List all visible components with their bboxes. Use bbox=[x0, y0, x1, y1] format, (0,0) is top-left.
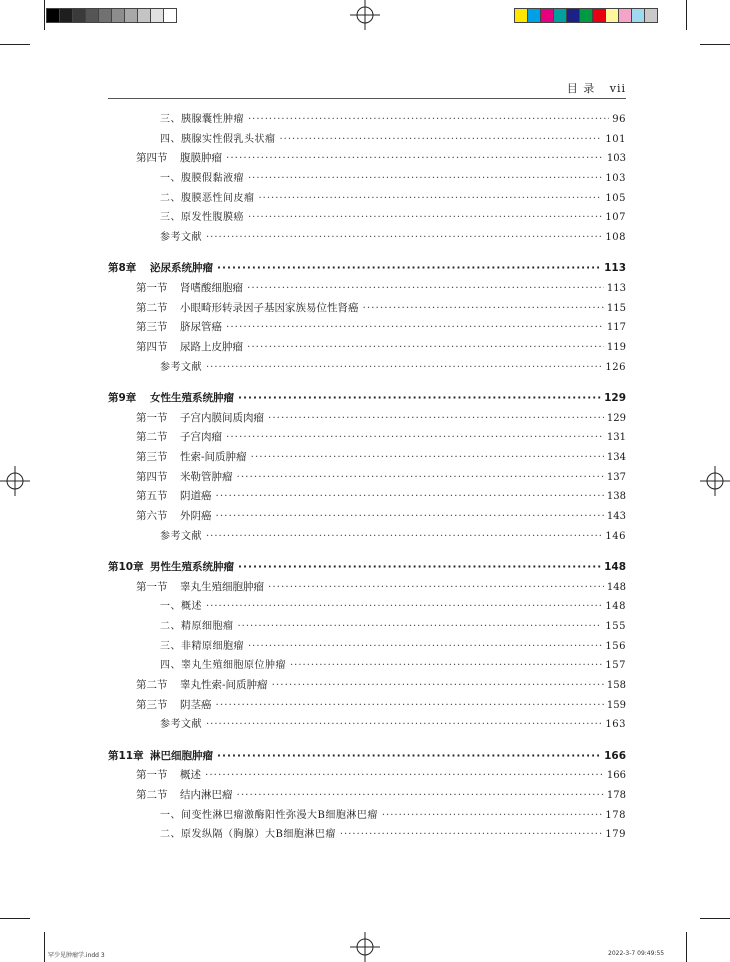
color-swatch bbox=[46, 8, 60, 23]
toc-subsection-row[interactable] bbox=[108, 530, 626, 543]
toc-chapter-row[interactable] bbox=[108, 262, 626, 275]
toc-entry-title bbox=[160, 361, 206, 374]
toc-entry-title bbox=[136, 679, 272, 692]
dot-leader bbox=[238, 392, 601, 405]
toc-entry-number: 第二节 bbox=[136, 788, 168, 801]
color-swatch bbox=[137, 8, 151, 23]
toc-entry-label: 一、腹膜假黏液瘤 bbox=[160, 172, 244, 184]
toc-page-number: 113 bbox=[606, 282, 626, 294]
crop-mark bbox=[0, 44, 30, 45]
toc-entry-label: 二、原发纵隔（胸腺）大B细胞淋巴瘤 bbox=[160, 829, 336, 841]
toc-section-row[interactable] bbox=[108, 412, 626, 425]
color-swatch bbox=[150, 8, 164, 23]
toc-entry-title bbox=[160, 620, 238, 633]
toc-entry-label: 阴道癌 bbox=[180, 490, 212, 503]
crop-mark bbox=[44, 932, 45, 962]
toc-page-number: 179 bbox=[605, 829, 626, 841]
color-swatch bbox=[618, 8, 632, 23]
toc-page-number: 159 bbox=[606, 699, 626, 711]
toc-entry-label: 三、胰腺囊性肿瘤 bbox=[160, 114, 244, 125]
toc-entry-title bbox=[136, 412, 268, 425]
toc-section-row[interactable] bbox=[108, 302, 626, 315]
toc-entry-title bbox=[136, 769, 205, 782]
toc-entry-label: 四、胰腺实性假乳头状瘤 bbox=[160, 133, 276, 145]
toc-entry-label: 二、腹膜恶性间皮瘤 bbox=[160, 192, 255, 204]
toc-page-number: 178 bbox=[605, 809, 626, 821]
toc-page-number: 178 bbox=[606, 789, 626, 801]
toc-page-number: 96 bbox=[612, 114, 626, 125]
toc-entry-label: 米勒管肿瘤 bbox=[180, 470, 233, 483]
file-slug: 罕少见肿瘤学.indd 3 bbox=[48, 952, 105, 959]
toc-entry-label: 二、精原细胞瘤 bbox=[160, 620, 234, 632]
toc-page-number: 166 bbox=[606, 770, 626, 782]
dot-leader bbox=[280, 133, 603, 146]
toc-entry-number: 第三节 bbox=[136, 698, 168, 711]
color-swatch bbox=[592, 8, 606, 23]
toc-entry-label: 三、非精原细胞瘤 bbox=[160, 640, 244, 652]
dot-leader bbox=[248, 172, 602, 185]
toc-entry-title bbox=[136, 431, 226, 444]
toc-entry-label: 外阴癌 bbox=[180, 509, 212, 522]
toc-page-number: 157 bbox=[605, 660, 626, 672]
toc-section-row[interactable] bbox=[108, 679, 626, 692]
toc-entry-label: 概述 bbox=[180, 769, 201, 782]
toc-subsection-row[interactable] bbox=[108, 192, 626, 205]
dot-leader bbox=[206, 718, 602, 731]
table-of-contents bbox=[108, 113, 626, 841]
toc-entry-title bbox=[136, 302, 363, 315]
toc-entry-title bbox=[136, 282, 247, 295]
crop-mark bbox=[686, 0, 687, 30]
color-swatch bbox=[98, 8, 112, 23]
toc-page-number: 117 bbox=[606, 322, 626, 334]
toc-subsection-row[interactable] bbox=[108, 113, 626, 126]
toc-entry-title bbox=[160, 530, 206, 543]
toc-entry-label: 男性生殖系统肿瘤 bbox=[150, 561, 234, 574]
color-swatch bbox=[59, 8, 73, 23]
color-swatch bbox=[566, 8, 580, 23]
toc-page-number: 148 bbox=[605, 601, 626, 613]
toc-page-number: 148 bbox=[606, 581, 626, 593]
toc-entry-title bbox=[160, 133, 280, 146]
dot-leader bbox=[382, 809, 603, 822]
dot-leader bbox=[237, 471, 604, 484]
toc-subsection-row[interactable] bbox=[108, 600, 626, 613]
toc-section-row[interactable] bbox=[108, 451, 626, 464]
toc-section-row[interactable] bbox=[108, 341, 626, 354]
toc-section-row[interactable] bbox=[108, 490, 626, 503]
toc-entry-label: 子宫肉瘤 bbox=[180, 431, 222, 444]
toc-entry-title bbox=[160, 192, 259, 205]
toc-page-number: 137 bbox=[606, 471, 626, 483]
dot-leader bbox=[206, 231, 602, 244]
toc-section-row[interactable] bbox=[108, 699, 626, 712]
toc-entry-number: 第11章 bbox=[108, 749, 144, 762]
toc-page-number: 103 bbox=[605, 172, 626, 184]
toc-entry-label: 四、睾丸生殖细胞原位肿瘤 bbox=[160, 660, 286, 672]
toc-entry-title bbox=[136, 451, 251, 464]
dot-leader bbox=[237, 789, 604, 802]
toc-entry-number: 第一节 bbox=[136, 580, 168, 593]
toc-page-number: 119 bbox=[606, 341, 626, 353]
dot-leader bbox=[216, 699, 604, 712]
toc-chapter-row[interactable] bbox=[108, 561, 626, 574]
toc-entry-title bbox=[136, 510, 216, 523]
dot-leader bbox=[268, 581, 604, 594]
toc-entry-number: 第四节 bbox=[136, 152, 168, 165]
dot-leader bbox=[247, 341, 604, 354]
dot-leader bbox=[290, 659, 602, 672]
dot-leader bbox=[340, 828, 603, 841]
toc-entry-label: 参考文献 bbox=[160, 719, 202, 731]
dot-leader bbox=[251, 451, 604, 464]
color-swatch bbox=[85, 8, 99, 23]
toc-subsection-row[interactable] bbox=[108, 231, 626, 244]
toc-page-number: 103 bbox=[606, 153, 626, 165]
toc-entry-title bbox=[136, 789, 237, 802]
toc-entry-number: 第二节 bbox=[136, 301, 168, 314]
dot-leader bbox=[238, 561, 601, 574]
dot-leader bbox=[216, 490, 604, 503]
toc-subsection-row[interactable] bbox=[108, 718, 626, 731]
crop-mark bbox=[700, 918, 730, 919]
toc-entry-title bbox=[136, 152, 226, 165]
gray-calibration-bar bbox=[46, 8, 176, 23]
toc-entry-title bbox=[160, 172, 248, 185]
dot-leader bbox=[363, 302, 604, 315]
running-header bbox=[108, 80, 626, 99]
toc-entry-title bbox=[136, 341, 247, 354]
toc-entry-number: 第一节 bbox=[136, 281, 168, 294]
dot-leader bbox=[205, 769, 604, 782]
toc-entry-title bbox=[108, 262, 217, 275]
toc-subsection-row[interactable] bbox=[108, 361, 626, 374]
color-swatch bbox=[111, 8, 125, 23]
toc-entry-title bbox=[160, 231, 206, 244]
color-swatch bbox=[514, 8, 528, 23]
dot-leader bbox=[268, 412, 604, 425]
toc-section-row[interactable] bbox=[108, 152, 626, 165]
toc-entry-label: 泌尿系统肿瘤 bbox=[150, 262, 213, 275]
color-swatch bbox=[631, 8, 645, 23]
toc-entry-title bbox=[108, 750, 217, 763]
toc-entry-number: 第一节 bbox=[136, 769, 168, 782]
toc-chapter-row[interactable] bbox=[108, 392, 626, 405]
toc-subsection-row[interactable] bbox=[108, 809, 626, 822]
toc-page-number: 113 bbox=[604, 262, 626, 275]
toc-entry-label: 肾嗜酸细胞瘤 bbox=[180, 281, 243, 294]
toc-entry-label: 一、概述 bbox=[160, 601, 202, 613]
toc-entry-number: 第8章 bbox=[108, 262, 137, 275]
toc-entry-title bbox=[160, 640, 248, 653]
toc-entry-title bbox=[160, 211, 248, 224]
toc-entry-title bbox=[160, 113, 248, 126]
dot-leader bbox=[217, 750, 601, 763]
color-swatch bbox=[644, 8, 658, 23]
dot-leader bbox=[226, 152, 604, 165]
toc-entry-title bbox=[136, 490, 216, 503]
toc-entry-label: 淋巴细胞肿瘤 bbox=[150, 749, 213, 762]
crop-mark bbox=[0, 918, 30, 919]
toc-entry-title bbox=[160, 828, 340, 841]
toc-entry-number: 第10章 bbox=[108, 561, 144, 574]
toc-subsection-row[interactable] bbox=[108, 828, 626, 841]
dot-leader bbox=[272, 679, 604, 692]
color-swatch bbox=[579, 8, 593, 23]
toc-entry-label: 结内淋巴瘤 bbox=[180, 788, 233, 801]
toc-subsection-row[interactable] bbox=[108, 133, 626, 146]
toc-page-number: 108 bbox=[605, 231, 626, 243]
dot-leader bbox=[206, 600, 602, 613]
toc-subsection-row[interactable] bbox=[108, 172, 626, 185]
toc-subsection-row[interactable] bbox=[108, 659, 626, 672]
toc-page-number: 156 bbox=[605, 640, 626, 652]
toc-entry-title bbox=[108, 561, 238, 574]
crop-mark bbox=[700, 44, 730, 45]
toc-page-number: 105 bbox=[605, 192, 626, 204]
toc-entry-number: 第三节 bbox=[136, 450, 168, 463]
toc-page-number: 115 bbox=[606, 302, 626, 314]
toc-entry-number: 第一节 bbox=[136, 411, 168, 424]
toc-entry-label: 尿路上皮肿瘤 bbox=[180, 340, 243, 353]
toc-section-row[interactable] bbox=[108, 510, 626, 523]
header-title: 目 录 bbox=[566, 82, 596, 95]
toc-entry-number: 第9章 bbox=[108, 392, 137, 405]
toc-section-row[interactable] bbox=[108, 789, 626, 802]
dot-leader bbox=[248, 113, 609, 126]
toc-page-number: 158 bbox=[606, 679, 626, 691]
toc-entry-number: 第四节 bbox=[136, 340, 168, 353]
color-swatch bbox=[72, 8, 86, 23]
toc-chapter-row[interactable] bbox=[108, 750, 626, 763]
toc-entry-label: 性索-间质肿瘤 bbox=[180, 450, 247, 463]
toc-subsection-row[interactable] bbox=[108, 620, 626, 633]
toc-entry-label: 参考文献 bbox=[160, 231, 202, 243]
toc-entry-label: 阴茎癌 bbox=[180, 698, 212, 711]
dot-leader bbox=[217, 262, 601, 275]
color-swatch bbox=[527, 8, 541, 23]
toc-entry-label: 睾丸生殖细胞肿瘤 bbox=[180, 580, 264, 593]
color-swatch bbox=[540, 8, 554, 23]
dot-leader bbox=[238, 620, 603, 633]
dot-leader bbox=[206, 361, 602, 374]
toc-entry-number: 第三节 bbox=[136, 321, 168, 334]
color-swatch bbox=[553, 8, 567, 23]
toc-entry-number: 第四节 bbox=[136, 470, 168, 483]
color-swatch bbox=[124, 8, 138, 23]
toc-entry-label: 小眼畸形转录因子基因家族易位性肾癌 bbox=[180, 301, 359, 314]
dot-leader bbox=[248, 211, 602, 224]
toc-entry-label: 三、原发性腹膜癌 bbox=[160, 212, 244, 224]
toc-entry-title bbox=[160, 718, 206, 731]
toc-entry-label: 腹膜肿瘤 bbox=[180, 152, 222, 165]
toc-entry-label: 参考文献 bbox=[160, 361, 202, 373]
color-calibration-bar bbox=[514, 8, 657, 23]
toc-subsection-row[interactable] bbox=[108, 211, 626, 224]
toc-section-row[interactable] bbox=[108, 321, 626, 334]
registration-mark-icon bbox=[350, 0, 380, 30]
toc-page-number: 138 bbox=[606, 491, 626, 503]
color-swatch bbox=[605, 8, 619, 23]
toc-page-number: 101 bbox=[605, 133, 626, 145]
registration-mark-icon bbox=[350, 932, 380, 962]
crop-mark bbox=[44, 0, 45, 30]
toc-page-number: 148 bbox=[604, 561, 626, 574]
toc-entry-title bbox=[160, 809, 382, 822]
toc-section-row[interactable] bbox=[108, 581, 626, 594]
toc-entry-label: 子宫内膜间质肉瘤 bbox=[180, 411, 264, 424]
toc-entry-title bbox=[136, 581, 268, 594]
dot-leader bbox=[206, 530, 602, 543]
toc-entry-number: 第二节 bbox=[136, 431, 168, 444]
color-swatch bbox=[163, 8, 177, 23]
toc-entry-label: 参考文献 bbox=[160, 530, 202, 542]
toc-section-row[interactable] bbox=[108, 769, 626, 782]
dot-leader bbox=[216, 510, 604, 523]
toc-section-row[interactable] bbox=[108, 282, 626, 295]
dot-leader bbox=[248, 640, 602, 653]
registration-mark-icon bbox=[700, 466, 730, 496]
toc-entry-number: 第五节 bbox=[136, 490, 168, 503]
toc-entry-number: 第六节 bbox=[136, 509, 168, 522]
toc-page-number: 131 bbox=[606, 432, 626, 444]
toc-entry-label: 一、间变性淋巴瘤激酶阳性弥漫大B细胞淋巴瘤 bbox=[160, 809, 378, 821]
toc-page-number: 129 bbox=[604, 392, 626, 405]
dot-leader bbox=[247, 282, 604, 295]
toc-entry-title bbox=[136, 471, 237, 484]
toc-entry-number: 第二节 bbox=[136, 678, 168, 691]
toc-entry-label: 女性生殖系统肿瘤 bbox=[150, 392, 234, 405]
header-page-number: vii bbox=[609, 82, 626, 95]
dot-leader bbox=[259, 192, 603, 205]
toc-entry-title bbox=[136, 699, 216, 712]
toc-entry-title bbox=[160, 659, 290, 672]
toc-section-row[interactable] bbox=[108, 431, 626, 444]
registration-mark-icon bbox=[0, 466, 30, 496]
toc-page-number: 143 bbox=[606, 510, 626, 522]
toc-page-number: 146 bbox=[605, 530, 626, 542]
toc-entry-title bbox=[136, 321, 226, 334]
toc-page-number: 129 bbox=[606, 412, 626, 424]
toc-page-number: 134 bbox=[606, 451, 626, 463]
toc-entry-title bbox=[108, 392, 238, 405]
toc-page-number: 126 bbox=[605, 361, 626, 373]
toc-page-number: 155 bbox=[605, 620, 626, 632]
toc-subsection-row[interactable] bbox=[108, 640, 626, 653]
dot-leader bbox=[226, 321, 604, 334]
toc-entry-label: 睾丸性索-间质肿瘤 bbox=[180, 678, 268, 691]
date-slug: 2022-3-7 09:49:55 bbox=[608, 950, 665, 957]
toc-page-number: 107 bbox=[605, 212, 626, 224]
dot-leader bbox=[226, 431, 604, 444]
toc-page-number: 163 bbox=[605, 719, 626, 731]
toc-entry-label: 脐尿管癌 bbox=[180, 321, 222, 334]
toc-entry-title bbox=[160, 600, 206, 613]
crop-mark bbox=[686, 932, 687, 962]
toc-section-row[interactable] bbox=[108, 471, 626, 484]
toc-page-number: 166 bbox=[604, 749, 626, 762]
